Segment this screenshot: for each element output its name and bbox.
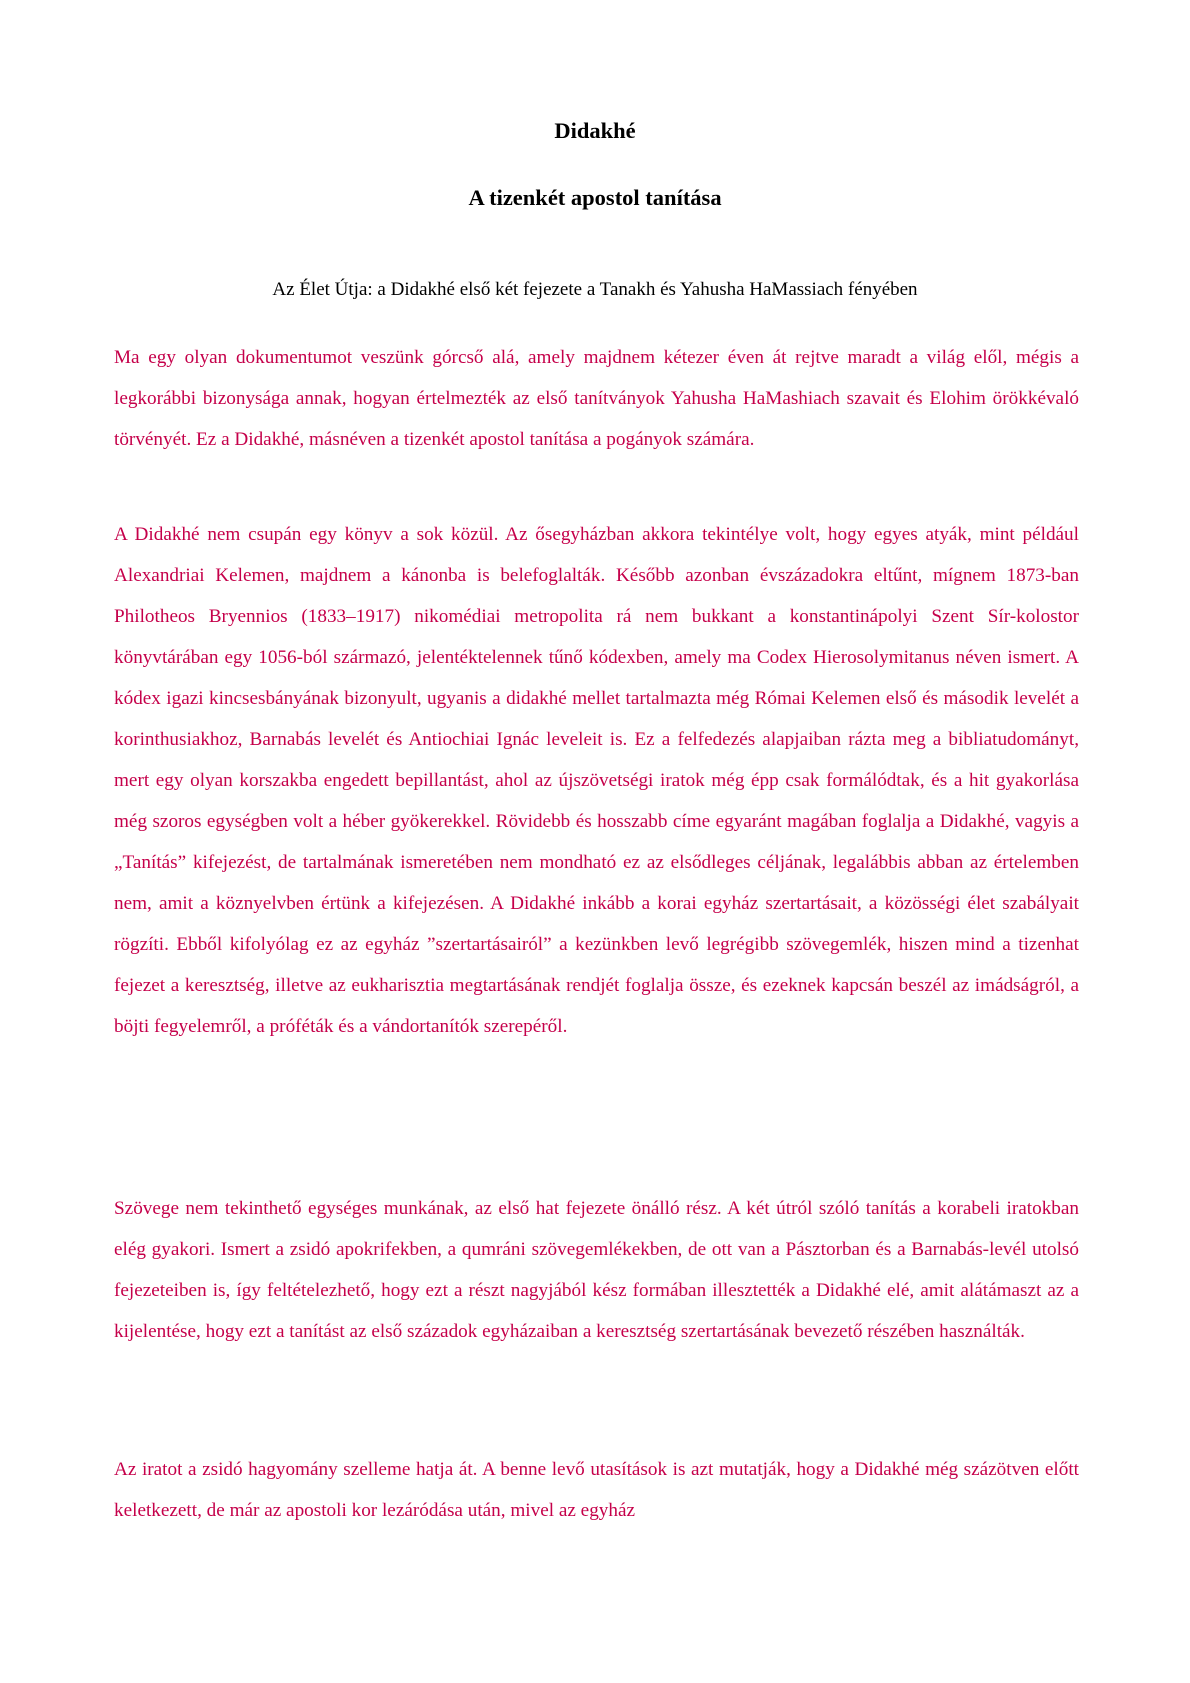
intro-line: Az Élet Útja: a Didakhé első két fejezete a Tanakh és Yahusha HaMassiach fényében [272,279,918,300]
paragraph: Ma egy olyan dokumentumot veszünk górcső alá, amely majdnem kétezer éven át rejtve maradt a világ elől, mégis a legkorábbi bizonysága annak, hogyan értelmezték az első tanítványok Yahusha HaMashiach szavait és Elohim örökkévaló törvényét. Ez a Didakhé, másnéven a tizenkét apostol tanítása a pogányok számára. [114,347,1079,450]
paragraph: Az iratot a zsidó hagyomány szelleme hatja át. A benne levő utasítások is azt mutatják, hogy a Didakhé még százötven előtt keletkezett, de már az apostoli kor lezáródása után, mivel az egyház [114,1459,1079,1521]
paragraph: Szövege nem tekinthető egységes munkának, az első hat fejezete önálló rész. A két útról szóló tanítás a korabeli iratokban elég gyakori. Ismert a zsidó apokrifekben, a qumráni szövegemlékekben, de ott van a Pásztorban és a Barnabás-levél utolsó fejezeteiben is, így feltételezhető, hogy ezt a részt nagyjából kész formában illesztették a Didakhé elé, amit alátámaszt az a kijelentése, hogy ezt a tanítást az első századok egyházaiban a keresztség szertartásának bevezető részében használták. [114,1198,1079,1342]
paragraph: A Didakhé nem csupán egy könyv a sok közül. Az ősegyházban akkora tekintélye volt, hogy egyes atyák, mint például Alexandriai Kelemen, majdnem a kánonba is belefoglalták. Később azonban évszázadokra eltűnt, mígnem 1873-ban Philotheos Bryennios (1833–1917) nikomédiai metropolita rá nem bukkant a konstantinápolyi Szent Sír-kolostor könyvtárában egy 1056-ból származó, jelentéktelennek tűnő kódexben, amely ma Codex Hierosolymitanus néven ismert. A kódex igazi kincsesbányának bizonyult, ugyanis a didakhé mellet tartalmazta még Római Kelemen első és második levelét a korinthusiakhoz, Barnabás levelét és Antiochiai Ignác leveleit is. Ez a felfedezés alapjaiban rázta meg a bibliatudományt, mert egy olyan korszakba engedett bepillantást, ahol az újszövetségi iratok még épp csak formálódtak, és a hit gyakorlása még szoros egységben volt a héber gyökerekkel. Rövidebb és hosszabb címe egyaránt magában foglalja a Didakhé, vagyis a „Tanítás” kifejezést, de tartalmának ismeretében nem mondható ez az elsődleges céljának, legalábbis abban az értelemben nem, amit a köznyelvben értünk a kifejezésen. A Didakhé inkább a korai egyház szertartásait, a közösségi élet szabályait rögzíti. Ebből kifolyólag ez az egyház ”szertartásairól” a kezünkben levő legrégibb szövegemlék, hiszen mind a tizenhat fejezet a keresztség, illetve az eukharisztia megtartásának rendjét foglalja össze, és ezeknek kapcsán beszél az imádságról, a böjti fegyelemről, a próféták és a vándortanítók szerepéről. [114,524,1079,1037]
document-title: Didakhé [554,118,636,143]
document-subtitle: A tizenkét apostol tanítása [468,185,722,210]
